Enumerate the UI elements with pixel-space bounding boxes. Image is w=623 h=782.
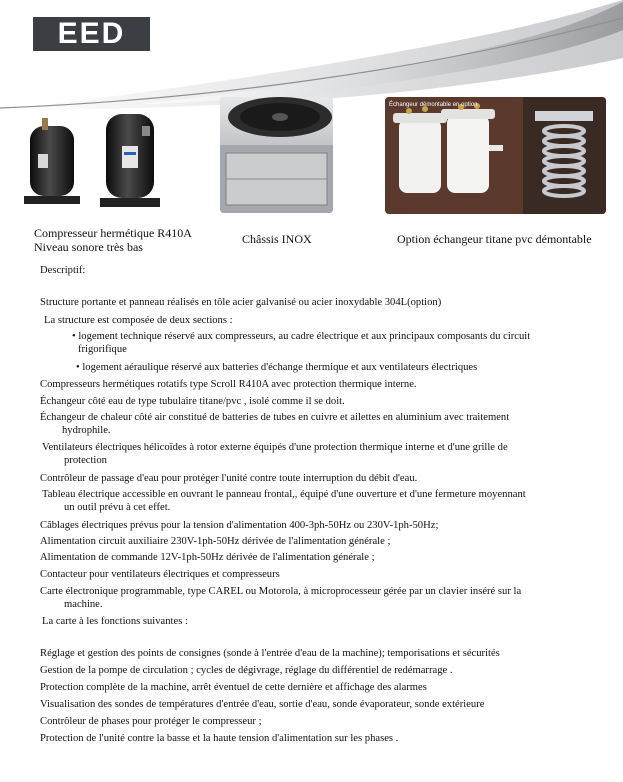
para-echangeur-eau: Échangeur côté eau de type tubulaire titane/pvc , isolé comme il se doit. [40, 396, 345, 407]
eed-logo [33, 17, 150, 51]
para-tableau-line1: Tableau électrique accessible en ouvrant le panneau frontal,, équipé d'une ouverture et d'une fermeture moyennant [42, 489, 526, 500]
bullet-technique-line1: • logement technique réservé aux compresseurs, au cadre électrique et aux principaux composants du circuit [72, 331, 531, 342]
para-carte-line1: Carte électronique programmable, type CAREL ou Motorola, à microprocesseur gérée par un clavier inséré sur la [40, 586, 522, 597]
para-echangeur-air-line2: hydrophile. [62, 425, 111, 436]
para-compresseurs: Compresseurs hermétiques rotatifs type Scroll R410A avec protection thermique interne. [40, 379, 417, 390]
func-controleur-phases: Contrôleur de phases pour protéger le compresseur ; [40, 716, 262, 727]
func-pompe: Gestion de la pompe de circulation ; cycles de dégivrage, réglage du différentiel de redémarrage . [40, 665, 453, 676]
para-carte-line2: machine. [64, 599, 103, 610]
caption-exchanger: Option échangeur titane pvc démontable [397, 232, 592, 246]
para-alim-commande: Alimentation de commande 12V-1ph-50Hz dérivée de l'alimentation générale ; [40, 552, 375, 563]
para-ventilateurs-line1: Ventilateurs électriques hélicoïdes à rotor externe équipés d'une protection thermique interne et d'une grille de [42, 442, 508, 453]
para-sections: La structure est composée de deux sections : [44, 315, 233, 326]
caption-compressor-line1: Compresseur hermétique R410A [34, 226, 192, 240]
para-ventilateurs-line2: protection [64, 455, 107, 466]
para-tableau-line2: un outil prévu à cet effet. [64, 502, 171, 513]
exchanger-photo [385, 97, 606, 214]
para-fonctions: La carte à les fonctions suivantes : [42, 616, 188, 627]
para-contacteur: Contacteur pour ventilateurs électriques et compresseurs [40, 569, 280, 580]
bullet-technique-line2: frigorifique [78, 344, 127, 355]
compressor-photo [22, 108, 162, 218]
exchanger-overlay-label: Échangeur démontable en option [389, 102, 478, 108]
para-cablages: Câblages électriques prévus pour la tension d'alimentation 400-3ph-50Hz ou 230V-1ph-50Hz; [40, 520, 439, 531]
chassis-photo [220, 97, 333, 213]
para-alim-auxiliaire: Alimentation circuit auxiliaire 230V-1ph-50Hz dérivée de l'alimentation générale ; [40, 536, 391, 547]
logo-text: EED [57, 17, 126, 50]
bullet-aeraulique: • logement aéraulique réservé aux batteries d'échange thermique et aux ventilateurs électriques [76, 362, 478, 373]
para-structure: Structure portante et panneau réalisés en tôle acier galvanisé ou acier inoxydable 304L(option) [40, 297, 442, 308]
func-visualisation: Visualisation des sondes de températures d'entrée d'eau, sortie d'eau, sonde évaporateur, sonde extérieure [40, 699, 485, 710]
func-reglage: Réglage et gestion des points de consignes (sonde à l'entrée d'eau de la machine); temporisations et sécurités [40, 648, 500, 659]
descriptif-heading: Descriptif: [40, 265, 86, 276]
para-echangeur-air-line1: Échangeur de chaleur côté air constitué de batteries de tubes en cuivre et ailettes en aluminium avec traitement [40, 412, 510, 423]
para-controleur-eau: Contrôleur de passage d'eau pour protéger l'unité contre toute interruption du débit d'eau. [40, 473, 418, 484]
func-protection-tension: Protection de l'unité contre la basse et la haute tension d'alimentation sur les phases . [40, 733, 399, 744]
func-protection: Protection complète de la machine, arrêt éventuel de cette dernière et affichage des alarmes [40, 682, 427, 693]
caption-chassis: Châssis INOX [242, 232, 312, 246]
caption-compressor-line2: Niveau sonore très bas [34, 240, 143, 254]
